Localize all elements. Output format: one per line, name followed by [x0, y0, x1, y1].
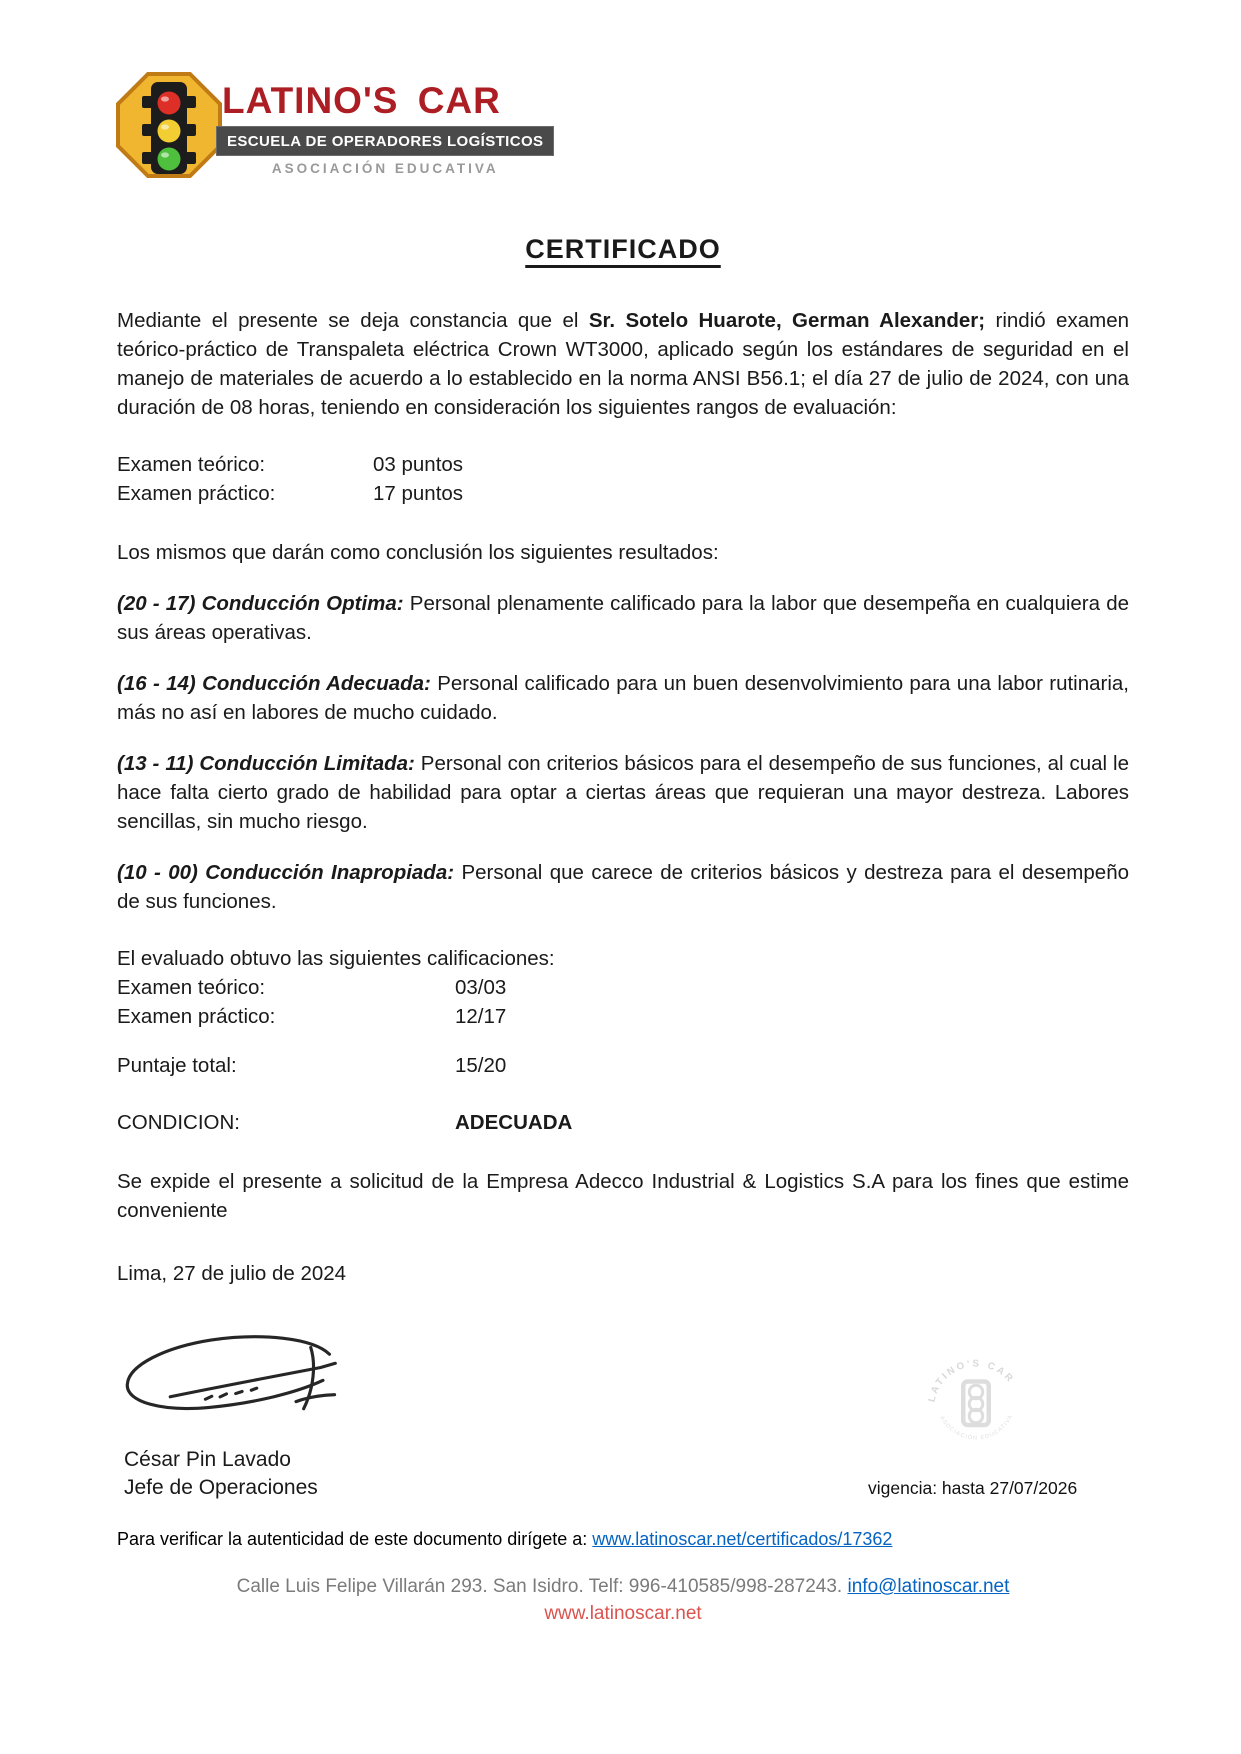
website-link[interactable]: www.latinoscar.net [544, 1603, 702, 1624]
range-inapropiada [117, 858, 1129, 916]
brand-tagline: ASOCIACIÓN EDUCATIVA [271, 161, 499, 176]
range-text: Personal calificado para un buen desenvolvimiento para una labor rutinaria, más no así en labores de mucho cuidado. [117, 672, 1129, 724]
condition-row [117, 1108, 1129, 1137]
watermark-seal-icon [916, 1344, 1036, 1464]
range-optima [117, 589, 1129, 647]
verify-text: Para verificar la autenticidad de este documento dirígete a: [117, 1529, 593, 1549]
svg-text:ASOCIACIÓN EDUCATIVA: ASOCIACIÓN EDUCATIVA [938, 1413, 1015, 1442]
traffic-light-octagon-icon [114, 70, 224, 180]
logo [114, 70, 554, 180]
score-theory-value: 03/03 [455, 976, 507, 999]
intro-paragraph [117, 306, 1129, 422]
scores-intro: El evaluado obtuvo las siguientes calificaciones: [117, 947, 555, 970]
brand-name: LATINO'S CAR [222, 80, 501, 121]
range-text: Personal plenamente calificado para la labor que desempeña en cualquiera de sus áreas operativas. [117, 592, 1129, 644]
validity-note: vigencia: hasta 27/07/2026 [868, 1478, 1078, 1498]
results-intro: Los mismos que darán como conclusión los siguientes resultados: [117, 541, 719, 564]
address-line [117, 1576, 1129, 1598]
issuance-paragraph: Se expide el presente a solicitud de la Empresa Adecco Industrial & Logistics S.A para los fines que estime conveniente [117, 1170, 1129, 1222]
logo-text-block [216, 70, 554, 176]
svg-text:LATINO'S CAR: LATINO'S CAR [926, 1358, 1017, 1404]
intro-after: rindió examen teórico-práctico de Transpaleta eléctrica Crown WT3000, aplicado según los estándares de seguridad en el manejo de materiales de acuerdo a lo establecido en la norma ANSI B56.1; el día 27 de julio de 2024, con una duración de 08 horas, teniendo en consideración los siguientes rangos de evaluación: [117, 309, 1129, 419]
table-row [117, 1002, 1129, 1031]
table-row [117, 479, 1129, 508]
range-head: (16 - 14) Conducción Adecuada: [117, 672, 431, 695]
holder-name: Sr. Sotelo Huarote, German Alexander; [588, 309, 986, 332]
exam-theory-max: 03 puntos [373, 453, 464, 476]
exam-theory-label: Examen teórico: [117, 453, 266, 476]
range-text: Personal con criterios básicos para el desempeño de sus funciones, al cual le hace falta cierto grado de habilidad para optar a ciertas áreas que requieran una mayor destreza. Labores sencillas, sin mucho riesgo. [117, 752, 1129, 833]
table-row [117, 973, 1129, 1002]
verify-link[interactable]: www.latinoscar.net/certificados/17362 [592, 1529, 893, 1549]
scores-table [117, 973, 1129, 1031]
signer-role: Jefe de Operaciones [124, 1476, 318, 1499]
condition-value: ADECUADA [455, 1111, 573, 1134]
total-value: 15/20 [455, 1054, 507, 1077]
range-head: (13 - 11) Conducción Limitada: [117, 752, 415, 775]
range-head: (20 - 17) Conducción Optima: [117, 592, 404, 615]
score-theory-label: Examen teórico: [117, 976, 266, 999]
range-text: Personal que carece de criterios básicos y destreza para el desempeño de sus funciones. [117, 861, 1129, 913]
email-link[interactable]: info@latinoscar.net [847, 1576, 1010, 1597]
address-text: Calle Luis Felipe Villarán 293. San Isidro. Telf: 996-410585/998-287243. [236, 1576, 848, 1597]
signer-block [124, 1446, 318, 1502]
exam-practice-label: Examen práctico: [117, 482, 276, 505]
exam-max-table [117, 450, 1129, 508]
range-head: (10 - 00) Conducción Inapropiada: [117, 861, 455, 884]
condition-label: CONDICION: [117, 1111, 240, 1134]
exam-practice-max: 17 puntos [373, 482, 464, 505]
range-limitada [117, 749, 1129, 836]
signature-image [116, 1326, 356, 1426]
certificate-body [117, 306, 1129, 1288]
page-title: CERTIFICADO [525, 234, 721, 264]
total-label: Puntaje total: [117, 1054, 237, 1077]
date-line: Lima, 27 de julio de 2024 [117, 1262, 347, 1285]
website-line [117, 1603, 1129, 1625]
intro-before: Mediante el presente se deja constancia que el [117, 309, 589, 332]
score-practice-label: Examen práctico: [117, 1005, 276, 1028]
signer-name: César Pin Lavado [124, 1448, 291, 1471]
verify-line [117, 1529, 892, 1550]
brand-banner: ESCUELA DE OPERADORES LOGÍSTICOS [216, 126, 554, 156]
range-adecuada [117, 669, 1129, 727]
total-row [117, 1051, 1129, 1080]
table-row [117, 450, 1129, 479]
score-practice-value: 12/17 [455, 1005, 507, 1028]
